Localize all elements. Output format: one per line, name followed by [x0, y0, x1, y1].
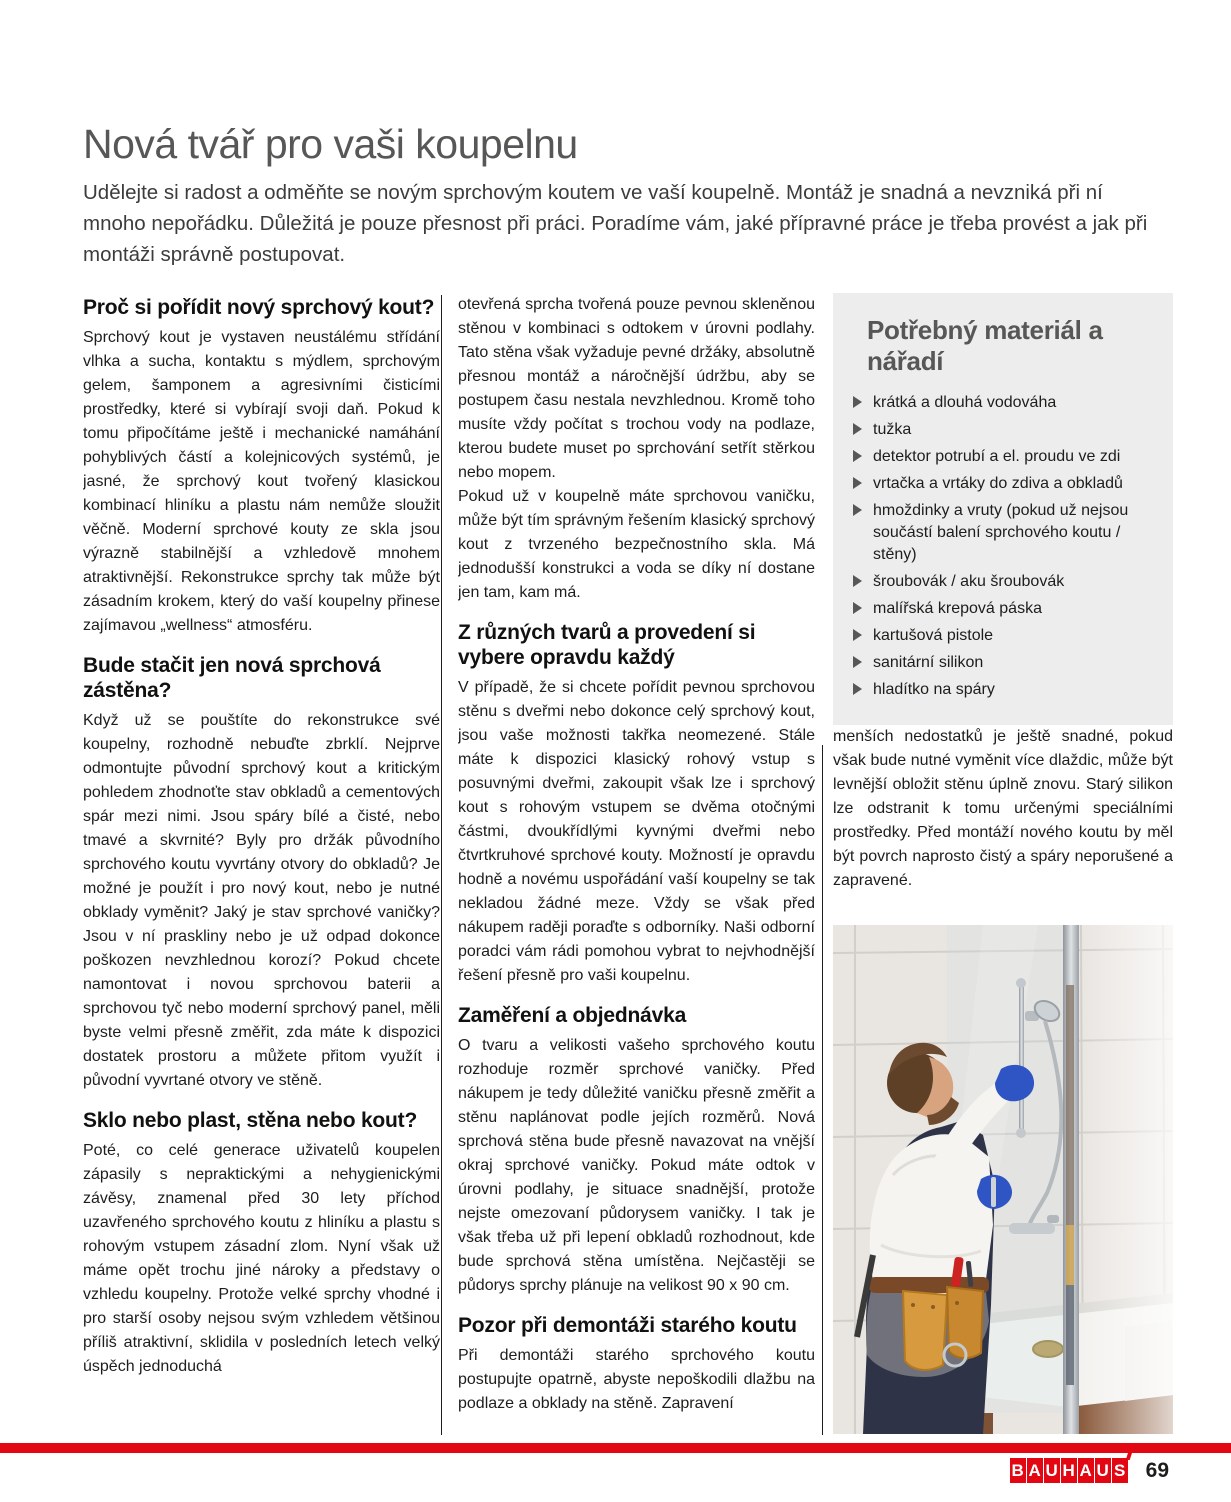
triangle-bullet-icon: [853, 504, 862, 516]
material-item-label: malířská krepová páska: [873, 600, 1042, 617]
triangle-bullet-icon: [853, 656, 862, 668]
body-paragraph: Sprchový kout je vystaven neustálému střídání vlhka a sucha, kontaktu s mýdlem, sprchovým gelem, šamponem a agresivními čisticími prostředky, které si vybírají svoji daň. Pokud k tomu připočítáme ještě i mechanické namáhání pohyblivých částí a kolejnicových systémů, je jasné, že sprchový kout tvořený klasickou kombinací hliníku a plastu nám nemůže sloužit věčně. Moderní sprchové kouty ze skla jsou výrazně stabilnější a vzhledově mnohem atraktivnější. Rekonstrukce sprchy tak může být zásadním krokem, který do vaší koupelny přinese zajímavou „wellness“ atmosféru.: [83, 329, 440, 634]
body-paragraph: Pokud už v koupelně máte sprchovou vaničku, může být tím správným řešením klasický sprchový kout z tvrzeného bezpečnostního skla. Má jednodušší konstrukci a voda se díky ní dostane jen tam, kam má.: [458, 488, 815, 601]
section-heading: Zaměření a objednávka: [458, 1004, 687, 1027]
triangle-bullet-icon: [853, 629, 862, 641]
logo-letter: A: [1027, 1458, 1043, 1483]
material-item-label: hmoždinky a vruty (pokud už nejsou součástí balení sprchového koutu / stěny): [873, 502, 1129, 563]
section-heading: Z různých tvarů a provedení si vybere opravdu každý: [458, 621, 756, 669]
material-item: [853, 625, 1153, 647]
material-item-label: vrtačka a vrtáky do zdiva a obkladů: [873, 475, 1123, 492]
material-item: [853, 598, 1153, 620]
triangle-bullet-icon: [853, 396, 862, 408]
body-paragraph: Poté, co celé generace uživatelů koupelen zápasily s nepraktickými a nehygienickými závěsy, znamenal před 30 lety příchod uzavřeného sprchového koutu z hliníku a plastu s rohovým vstupem zásadní zlom. Nyní však už máme opět trochu jiné nároky a představy o vzhledu koupelny. Protože velké sprchy vhodné i pro starší osoby nejsou svým vzhledem většinou příliš atraktivní, sklidila v posledních letech velký úspěch jednoduchá: [83, 1142, 440, 1375]
body-paragraph: Když už se pouštíte do rekonstrukce své koupelny, rozhodně nebuďte zbrklí. Nejprve odmontujte původní sprchový kout a kritickým pohledem zhodnoťte stav obkladů a cementových spár mezi nimi. Jsou spáry bílé a čisté, nebo tmavé a skvrnité? Byly pro držák původního sprchového koutu vyvrtány otvory do obkladů? Je možné je použít i pro nový kout, nebo je nutné obklady vyměnit? Jaký je stav sprchové vaničky? Jsou v ní praskliny nebo je už odpad dokonce poškozen nevzhlednou korozí? Pokud chcete namontovat i novou sprchovou baterii a sprchovou tyč nebo moderní sprchový panel, měli byste velmi přesně změřit, zda máte k dispozici dostatek prostoru a můžete přitom využít i původní vyvrtané otvory ve stěně.: [83, 712, 440, 1089]
body-paragraph: V případě, že si chcete pořídit pevnou sprchovou stěnu s dveřmi nebo dokonce celý sprchový kout, jsou vaše možnosti takřka neomezené. Stále máte k dispozici klasický rohový vstup s posuvnými dveřmi, zakoupit však lze i sprchový kout s rohovým vstupem se dvěma otočnými částmi, dvoukřídlými kyvnými dveřmi nebo čtvrtkruhové sprchové kouty. Možností je opravdu hodně a novému uspořádání vaší koupelny se tak nekladou žádné meze. Vždy se však před nákupem raději poraďte s odborníky. Naši odborní poradci vám rádi pomohou vybrat to nejvhodnější řešení přesně pro vaši koupelnu.: [458, 679, 815, 984]
triangle-bullet-icon: [853, 602, 862, 614]
column-divider-2: [822, 745, 823, 1435]
material-item: [853, 446, 1153, 468]
section-heading: Bude stačit jen nová sprchová zástěna?: [83, 654, 381, 702]
triangle-bullet-icon: [853, 477, 862, 489]
material-item-label: sanitární silikon: [873, 654, 984, 671]
materials-box-title: Potřebný materiál a nářadí: [867, 315, 1103, 376]
footer-brand-row: [1010, 1458, 1169, 1483]
logo-letter: U: [1044, 1458, 1060, 1483]
article-column-2: [458, 293, 815, 1441]
material-item-label: tužka: [873, 421, 912, 438]
body-paragraph: Při demontáži starého sprchového koutu postupujte opatrně, abyste nepoškodili dlažbu na podlaze a obklady na stěně. Zapravení: [458, 1347, 815, 1412]
material-item-label: krátká a dlouhá vodováha: [873, 394, 1057, 411]
page-title: Nová tvář pro vaši koupelnu: [83, 121, 578, 168]
page-number: 69: [1145, 1458, 1169, 1482]
material-item-label: detektor potrubí a el. proudu ve zdi: [873, 448, 1121, 465]
logo-letter: H: [1061, 1458, 1077, 1483]
logo-letter: U: [1095, 1458, 1111, 1483]
material-item-label: hladítko na spáry: [873, 681, 995, 698]
triangle-bullet-icon: [853, 575, 862, 587]
logo-letter: A: [1078, 1458, 1094, 1483]
material-item: [853, 419, 1153, 441]
triangle-bullet-icon: [853, 423, 862, 435]
footer-red-rule: [0, 1443, 1231, 1453]
logo-letter: S: [1112, 1458, 1128, 1483]
section-heading: Sklo nebo plast, stěna nebo kout?: [83, 1109, 418, 1132]
material-item: [853, 652, 1153, 674]
material-item: [853, 679, 1153, 701]
logo-letter: B: [1010, 1458, 1026, 1483]
column-divider-1: [441, 295, 442, 1435]
material-item-label: kartušová pistole: [873, 627, 994, 644]
material-item: [853, 571, 1153, 593]
article-column-1: [83, 293, 440, 1441]
triangle-bullet-icon: [853, 450, 862, 462]
triangle-bullet-icon: [853, 683, 862, 695]
body-paragraph: O tvaru a velikosti vašeho sprchového koutu rozhoduje rozměr sprchové vaničky. Před nákupem je tedy důležité vaničku přesně změřit a stěnu naplánovat podle jejích rozměrů. Nová sprchová stěna bude přesně navazovat na vnější okraj sprchové vaničky. Pokud máte odtok v úrovni podlahy, je situace snadnější, protože nejste omezovaní půdorysem vaničky. I tak je však třeba už při lepení obkladů rozhodnout, kde bude sprchová stěna umístěna. Nejčastěji se půdorys sprchy plánuje na velikost 90 x 90 cm.: [458, 1037, 815, 1294]
article-column-3: [833, 293, 1173, 1441]
material-item-label: šroubovák / aku šroubovák: [873, 573, 1065, 590]
installation-photo: [833, 925, 1173, 1434]
materials-box: [833, 293, 1173, 725]
body-paragraph: menších nedostatků je ještě snadné, pokud však bude nutné vyměnit více dlaždic, může být levnější obložit stěnu úplně znovu. Starý silikon lze odstranit k tomu určenými speciálními prostředky. Před montáží nového koutu by měl být povrch naprosto čistý a spáry neporušené a zapravené.: [833, 728, 1173, 889]
logo-trademark-tick: [1125, 1452, 1132, 1460]
material-item: [853, 500, 1153, 566]
section-heading: Proč si pořídit nový sprchový kout?: [83, 296, 435, 319]
bauhaus-logo: [1010, 1458, 1129, 1483]
intro-paragraph: Udělejte si radost a odměňte se novým sprchovým koutem ve vaší koupelně. Montáž je snadná a nevzniká při ní mnoho nepořádku. Důležitá je pouze přesnost při práci. Poradíme vám, jaké přípravné práce je třeba provést a jak při montáži správně postupovat.: [83, 180, 1148, 266]
body-paragraph: otevřená sprcha tvořená pouze pevnou skleněnou stěnou v kombinaci s odtokem v úrovni podlahy. Tato stěna však vyžaduje pevné držáky, absolutně přesnou montáž a náročnější údržbu, aby se postupem času nestala nevzhlednou. Kromě toho musíte vždy počítat s trochou vody na podlaze, kterou budete muset po sprchování setřít stěrkou nebo mopem.: [458, 296, 815, 481]
section-heading: Pozor při demontáži starého koutu: [458, 1314, 797, 1337]
material-item: [853, 392, 1153, 414]
material-item: [853, 473, 1153, 495]
